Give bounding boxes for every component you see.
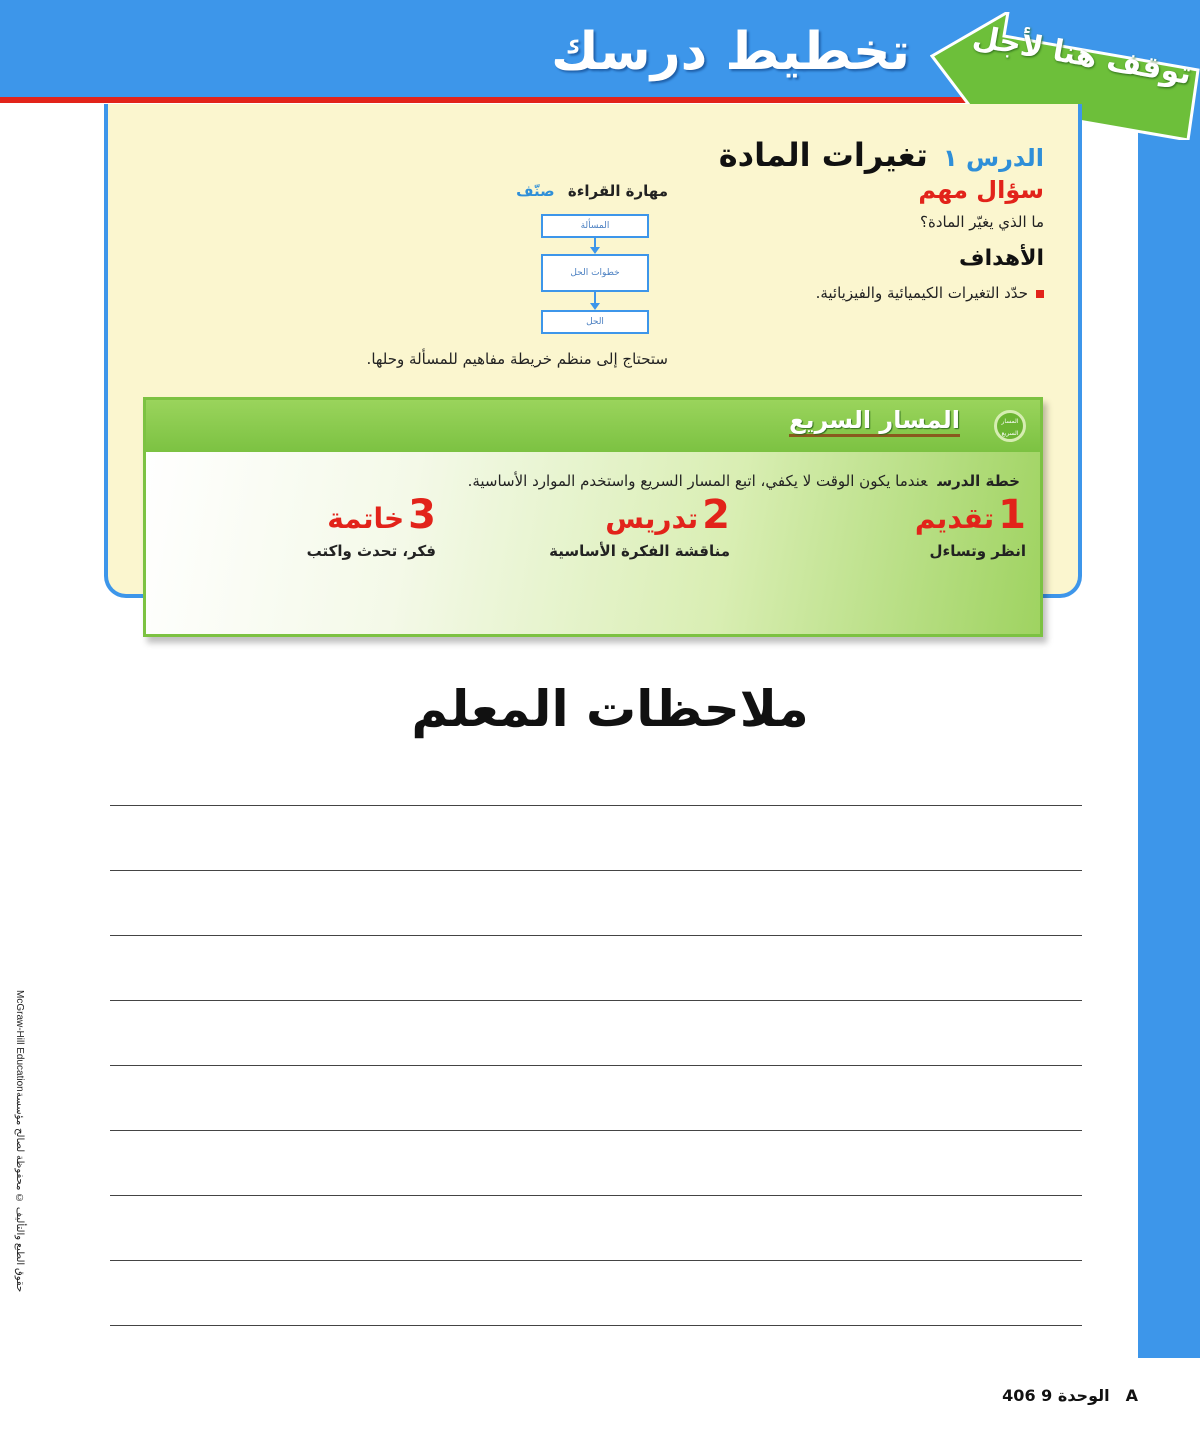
step-subtitle: فكر، تحدث واكتب [306,542,436,560]
lesson-heading [484,136,1044,174]
flowchart-box-problem: المسألة [541,214,649,238]
note-line[interactable] [110,1065,1082,1066]
step-number: 2 [702,492,730,538]
objectives-heading: الأهداف [959,246,1044,271]
page-title: تخطيط درسك [551,22,910,82]
flowchart-caption: ستحتاج إلى منظم خريطة مفاهيم للمسألة وحلها. [366,350,668,368]
lesson-title: تغيرات المادة [718,136,928,174]
fast-track-title: المسار السريع [789,406,960,437]
note-line[interactable] [110,1325,1082,1326]
fast-track-header [146,400,1040,452]
note-line[interactable] [110,1000,1082,1001]
note-line[interactable] [110,935,1082,936]
essential-question-heading: سؤال مهم [918,176,1044,204]
note-line[interactable] [110,805,1082,806]
step-label: خاتمة [327,502,405,535]
copyright-arabic: حقوق الطبع والتأليف © محفوظة لصالح مؤسسة [14,1091,25,1292]
essential-question: ما الذي يغيّر المادة؟ [920,213,1044,231]
step-number: 3 [408,492,436,538]
unit-label: الوحدة 9 [1041,1386,1110,1405]
copyright-notice [14,990,40,1350]
lesson-plan-line [468,472,1020,490]
note-line[interactable] [110,1195,1082,1196]
lesson-plan-label: خطة الدرس [937,472,1020,490]
reading-skill [516,182,668,200]
stop-label: توقف هنا لأجل [970,19,1195,93]
step-close [307,492,436,560]
step-subtitle: انظر وتساءل [929,542,1026,560]
fast-track-panel [143,397,1043,637]
step-introduce [915,492,1026,560]
flowchart-box-steps: خطوات الحل [541,254,649,292]
step-number: 1 [998,492,1026,538]
flowchart-box-solution: الحل [541,310,649,334]
objective-item [816,284,1044,302]
bullet-icon [1036,290,1044,298]
step-label: تدريس [605,502,699,535]
note-line[interactable] [110,1130,1082,1131]
reading-skill-label: مهارة القراءة [567,182,668,200]
step-subtitle: مناقشة الفكرة الأساسية [549,542,730,560]
fast-track-logo-icon: المسار السريع [994,410,1026,442]
copyright-english: McGraw-Hill Education [14,990,25,1092]
note-line[interactable] [110,1260,1082,1261]
step-teach [549,492,730,560]
page-footer [1002,1386,1138,1405]
flowchart-arrow-icon [590,238,600,254]
objective-text: حدّد التغيرات الكيميائية والفيزيائية. [815,284,1028,302]
reading-skill-value: صنّف [516,182,555,200]
page-number: 406A [1002,1386,1138,1405]
note-line[interactable] [110,870,1082,871]
lesson-plan-text: عندما يكون الوقت لا يكفي، اتبع المسار السريع واستخدم الموارد الأساسية. [467,472,928,490]
teacher-notes-title: ملاحظات المعلم [411,680,809,738]
step-label: تقديم [914,502,995,535]
lesson-number: الدرس ١ [942,144,1044,172]
flowchart-arrow-icon [590,292,600,310]
